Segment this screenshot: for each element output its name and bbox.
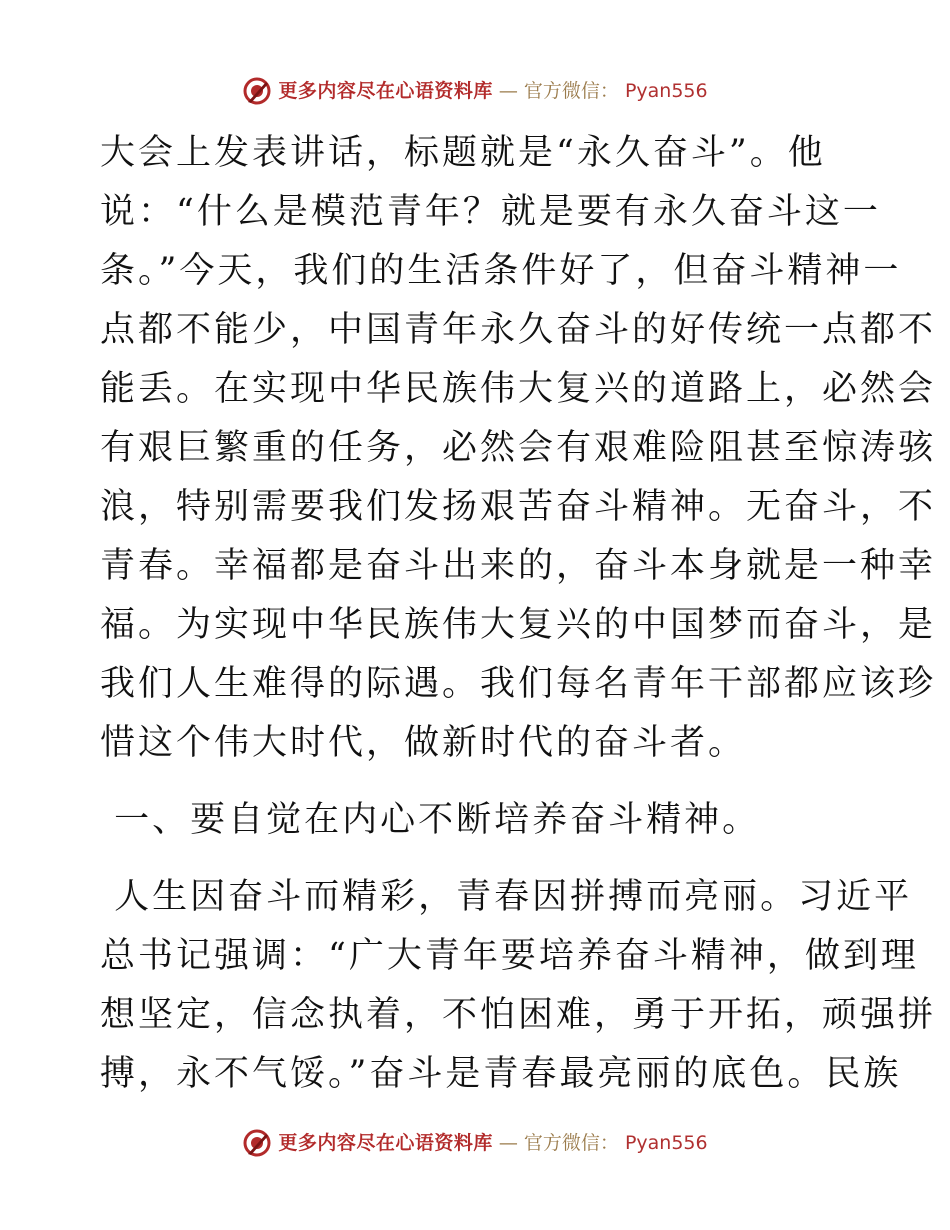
text-line: 搏，永不气馁。”奋斗是青春最亮丽的底色。民族 bbox=[100, 1054, 902, 1094]
text-line: 福。为实现中华民族伟大复兴的中国梦而奋斗，是 bbox=[100, 605, 937, 645]
quill-seal-icon bbox=[242, 76, 272, 106]
watermark-main-text: 更多内容尽在心语资料库 bbox=[278, 80, 493, 102]
text-line: 青春。幸福都是奋斗出来的，奋斗本身就是一种幸 bbox=[100, 546, 937, 586]
text-line: 点都不能少，中国青年永久奋斗的好传统一点都不 bbox=[100, 310, 937, 350]
watermark-separator: — bbox=[498, 80, 518, 102]
paragraph-1 bbox=[100, 124, 937, 773]
footer-watermark bbox=[0, 1128, 950, 1158]
text-line: 惜这个伟大时代，做新时代的奋斗者。 bbox=[100, 723, 747, 763]
text-line: 说：“什么是模范青年？就是要有永久奋斗这一 bbox=[100, 192, 881, 232]
text-line: 我们人生难得的际遇。我们每名青年干部都应该珍 bbox=[100, 664, 937, 704]
text-line: 想坚定，信念执着，不怕困难，勇于开拓，顽强拼 bbox=[100, 995, 937, 1035]
text-line: 人生因奋斗而精彩，青春因拼搏而亮丽。习近平 bbox=[100, 877, 913, 917]
text-line: 总书记强调：“广大青年要培养奋斗精神，做到理 bbox=[100, 936, 919, 976]
text-line: 条。”今天，我们的生活条件好了，但奋斗精神一 bbox=[100, 251, 902, 291]
text-line: 浪，特别需要我们发扬艰苦奋斗精神。无奋斗，不 bbox=[100, 487, 937, 527]
watermark-wechat-id: Pyan556 bbox=[624, 1132, 708, 1154]
heading-text: 一、要自觉在内心不断培养奋斗精神。 bbox=[100, 800, 761, 840]
paragraph-2 bbox=[100, 868, 937, 1104]
text-line: 大会上发表讲话，标题就是“永久奋斗”。他 bbox=[100, 133, 826, 173]
watermark-official-label: 官方微信： bbox=[523, 1132, 619, 1154]
section-heading bbox=[100, 791, 850, 850]
text-line: 能丢。在实现中华民族伟大复兴的道路上，必然会 bbox=[100, 369, 937, 409]
watermark-official-label: 官方微信： bbox=[523, 80, 619, 102]
watermark-wechat-id: Pyan556 bbox=[624, 80, 708, 102]
quill-seal-icon bbox=[242, 1128, 272, 1158]
header-watermark bbox=[0, 76, 950, 106]
document-body bbox=[100, 124, 937, 1104]
text-line: 有艰巨繁重的任务，必然会有艰难险阻甚至惊涛骇 bbox=[100, 428, 937, 468]
watermark-separator: — bbox=[498, 1132, 518, 1154]
watermark-main-text: 更多内容尽在心语资料库 bbox=[278, 1132, 493, 1154]
